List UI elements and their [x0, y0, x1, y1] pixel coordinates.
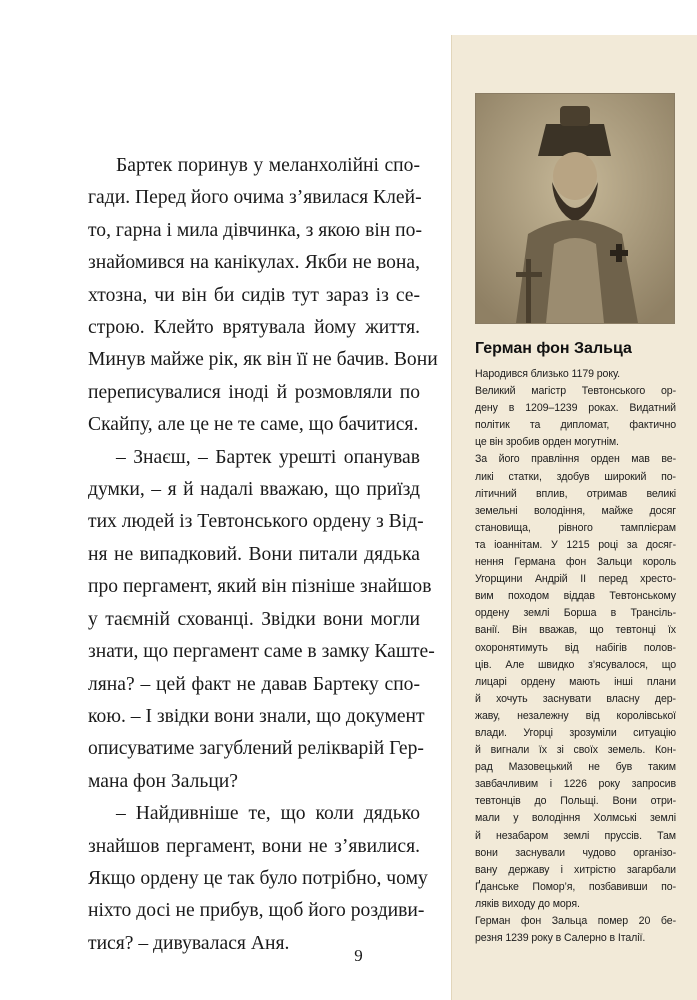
bio-line: охоронятимуть від набігів полов-: [475, 641, 676, 654]
bio-line: та іоаннітам. У 1215 році за досяг-: [475, 538, 676, 551]
text-line: Скайпу, але це не те саме, що бачитися.: [88, 414, 419, 436]
bio-line: Герман фон Зальца помер 20 бе-: [475, 915, 676, 927]
text-line: тися? – дивувалася Аня.: [88, 932, 290, 954]
text-line: Якщо ордену це так було потрібно, чому: [88, 867, 428, 889]
text-line: мана фон Зальци?: [88, 770, 238, 792]
text-line: ніхто досі не прибув, щоб його роздиви-: [88, 900, 425, 922]
bio-line: тевтонців до Польщі. Вони отри-: [475, 795, 676, 808]
bio-line: Народився близько 1179 року.: [475, 368, 620, 380]
bio-line: Угорщини Андрій II перед хресто-: [475, 573, 676, 586]
bio-line: жаву, незалежну від королівської: [475, 709, 676, 722]
text-line: знати, що пергамент саме в замку Каште-: [88, 641, 435, 663]
bio-line: політик та дипломат, фактично: [475, 419, 676, 432]
bio-line: завбачливим і 1226 року запросив: [475, 778, 676, 791]
bio-line: становища, рівного тамплієрам: [475, 521, 676, 534]
text-line: ляна? – цей факт не давав Бартеку спо-: [88, 673, 420, 695]
bio-line: Великий магістр Тевтонського ор-: [475, 385, 676, 398]
text-line: кою. – І звідки вони знали, що документ: [88, 705, 425, 727]
sidebar-bio: [475, 366, 676, 947]
bio-line: лицарі ордену мають інші плани: [475, 675, 676, 688]
text-line: знайшов пергамент, вони не з’явилися.: [88, 835, 420, 857]
bio-line: рад Мазовецький не був таким: [475, 761, 676, 774]
bio-line: нення Германа фон Зальци король: [475, 556, 676, 569]
text-line: Минув майже рік, як він її не бачив. Вони: [88, 349, 438, 371]
bio-line: це він зробив орден могутнім.: [475, 436, 619, 449]
bio-line: й вигнали їх зі своїх земель. Кон-: [475, 744, 676, 757]
bio-line: ців. Але швидко з’ясувалося, що: [475, 658, 676, 671]
text-line: то, гарна і мила дівчинка, з якою він по-: [88, 219, 422, 241]
bio-line: ляків виходу до моря.: [475, 897, 580, 910]
bio-line: й незабаром землі пруссів. Там: [475, 829, 676, 842]
text-line: – Знаєш, – Бартек урешті опанував: [116, 446, 420, 468]
bio-line: вим походом віддав Тевтонському: [475, 590, 676, 603]
text-line: тих людей із Тевтонського ордену з Від-: [88, 511, 424, 533]
text-line: у таємній схованці. Звідки вони могли: [88, 608, 420, 630]
text-line: переписувалися іноді й розмовляли по: [88, 381, 420, 403]
text-line: думки, – я й надалі вважаю, що приїзд: [88, 479, 420, 501]
bio-line: вони заснували чудово організо-: [475, 846, 676, 859]
bio-line: ликі статки, здобув широкий по-: [475, 470, 676, 483]
bio-line: резня 1239 року в Салерно в Італії.: [475, 932, 646, 945]
page-number: 9: [354, 946, 363, 965]
bio-line: вану державу і хитрістю загарбали: [475, 863, 676, 876]
text-line: ня не випадковий. Вони питали дядька: [88, 543, 420, 565]
bio-line: й хочуть заснувати власну дер-: [475, 692, 676, 705]
bio-line: дену в 1209–1239 роках. Видатний: [475, 402, 676, 415]
text-line: про пергамент, який він пізніше знайшов: [88, 576, 432, 598]
bio-line: влади. Угорці зрозуміли ситуацію: [475, 726, 676, 739]
text-line: описуватиме загублений релікварій Гер-: [88, 738, 424, 760]
bio-line: земельні володіння, майже досяг: [475, 504, 676, 517]
bio-line: ванії. Він вважав, що тевтонці їх: [475, 624, 676, 637]
bio-line: За його правління орден мав ве-: [475, 453, 676, 466]
bio-line: літичний вплив, отримав великі: [475, 487, 676, 500]
bio-line: ордену землі Борша в Трансіль-: [475, 607, 676, 620]
sidebar-title: Герман фон Зальца: [475, 340, 632, 357]
text-line: Бартек поринув у меланхолійні спо-: [116, 155, 420, 176]
text-line: хтозна, чи він би сидів тут зараз із се-: [88, 284, 420, 306]
main-text: [88, 150, 438, 960]
bio-line: мали у володіння Холмські землі: [475, 812, 676, 825]
bio-line: Ґданське Помор’я, позбавивши по-: [475, 880, 676, 893]
portrait-image: [475, 93, 675, 324]
text-line: знайомився на канікулах. Якби не вона,: [88, 252, 420, 274]
text-line: гади. Перед його очима з’явилася Клей-: [88, 187, 422, 209]
text-line: строю. Клейто врятувала йому життя.: [88, 317, 420, 339]
text-line: – Найдивніше те, що коли дядько: [116, 803, 420, 825]
